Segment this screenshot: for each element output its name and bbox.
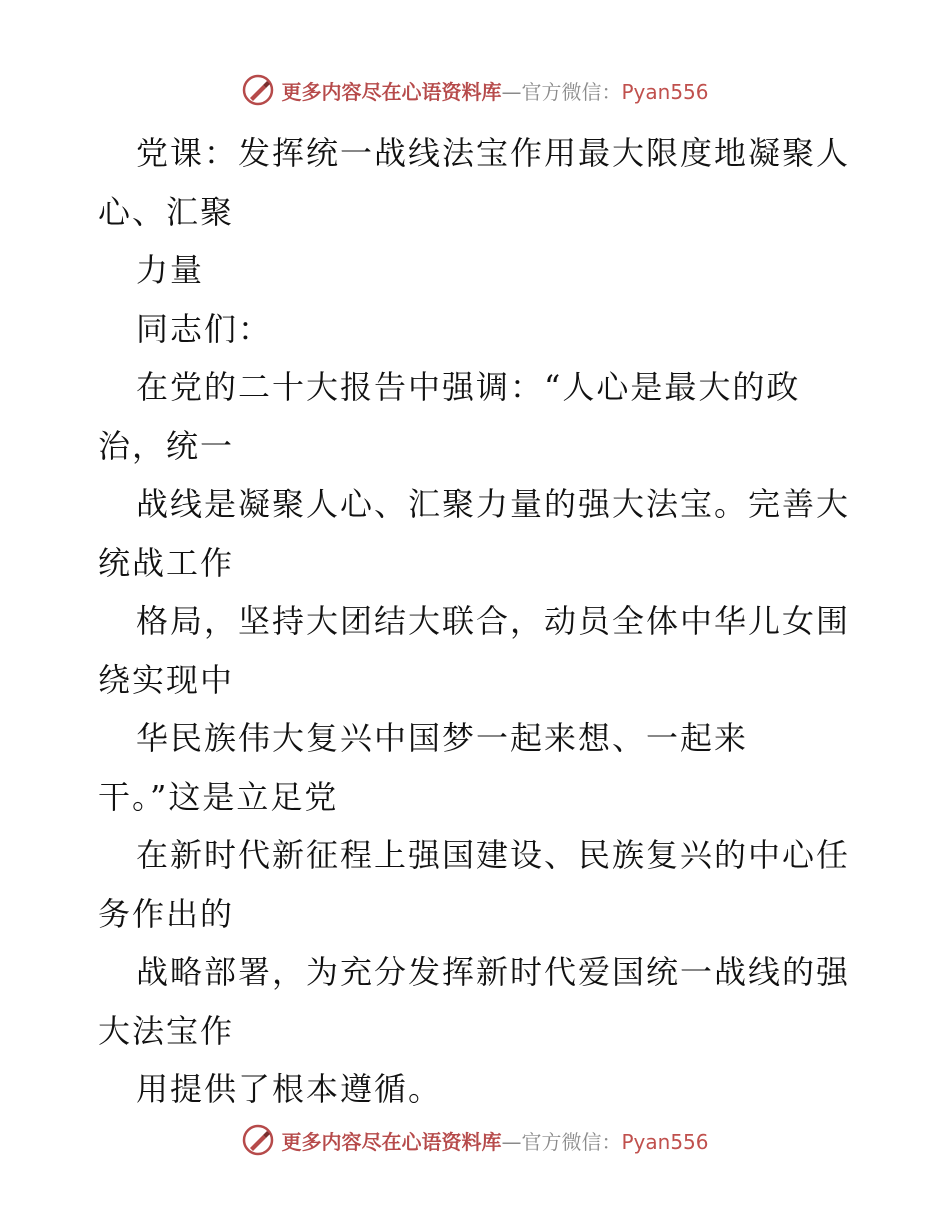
text-line: 战线是凝聚人心、汇聚力量的强大法宝。完善大 bbox=[136, 485, 851, 523]
text-line: 力量 bbox=[136, 251, 205, 289]
text-line: 大法宝作 bbox=[98, 1011, 235, 1050]
text-line: 用提供了根本遵循。 bbox=[136, 1070, 443, 1108]
text-line: 同志们： bbox=[136, 309, 273, 348]
watermark-footer bbox=[0, 1122, 950, 1158]
watermark-wechat-label: 官方微信： bbox=[521, 79, 622, 104]
watermark-text bbox=[281, 1126, 708, 1155]
text-line: 心、汇聚 bbox=[98, 192, 235, 231]
text-line: 绕实现中 bbox=[98, 660, 235, 699]
watermark-separator: — bbox=[501, 79, 522, 104]
text-line: 战略部署，为充分发挥新时代爱国统一战线的强 bbox=[136, 953, 851, 991]
watermark-header bbox=[0, 72, 950, 108]
document-body bbox=[98, 124, 858, 1119]
watermark-separator: — bbox=[501, 1129, 522, 1154]
watermark-text bbox=[281, 76, 708, 105]
text-line: 在党的二十大报告中强调：“人心是最大的政 bbox=[136, 368, 801, 406]
text-line: 格局，坚持大团结大联合，动员全体中华儿女围 bbox=[136, 602, 851, 640]
watermark-wechat-id: Pyan556 bbox=[621, 1129, 709, 1154]
watermark-prefix: 更多内容尽在心语资料库 bbox=[281, 79, 502, 104]
watermark-wechat-id: Pyan556 bbox=[621, 79, 709, 104]
watermark-prefix: 更多内容尽在心语资料库 bbox=[281, 1129, 502, 1154]
text-line: 在新时代新征程上强国建设、民族复兴的中心任 bbox=[136, 836, 851, 874]
text-line: 华民族伟大复兴中国梦一起来想、一起来 bbox=[136, 719, 749, 757]
text-line: 干。”这是立足党 bbox=[98, 777, 339, 816]
pen-logo-icon bbox=[241, 73, 275, 107]
watermark-wechat-label: 官方微信： bbox=[521, 1129, 622, 1154]
text-line: 统战工作 bbox=[98, 543, 235, 582]
text-line: 治，统一 bbox=[98, 426, 235, 465]
text-line: 党课：发挥统一战线法宝作用最大限度地凝聚人 bbox=[136, 134, 851, 172]
pen-logo-icon bbox=[241, 1123, 275, 1157]
text-line: 务作出的 bbox=[98, 894, 235, 933]
